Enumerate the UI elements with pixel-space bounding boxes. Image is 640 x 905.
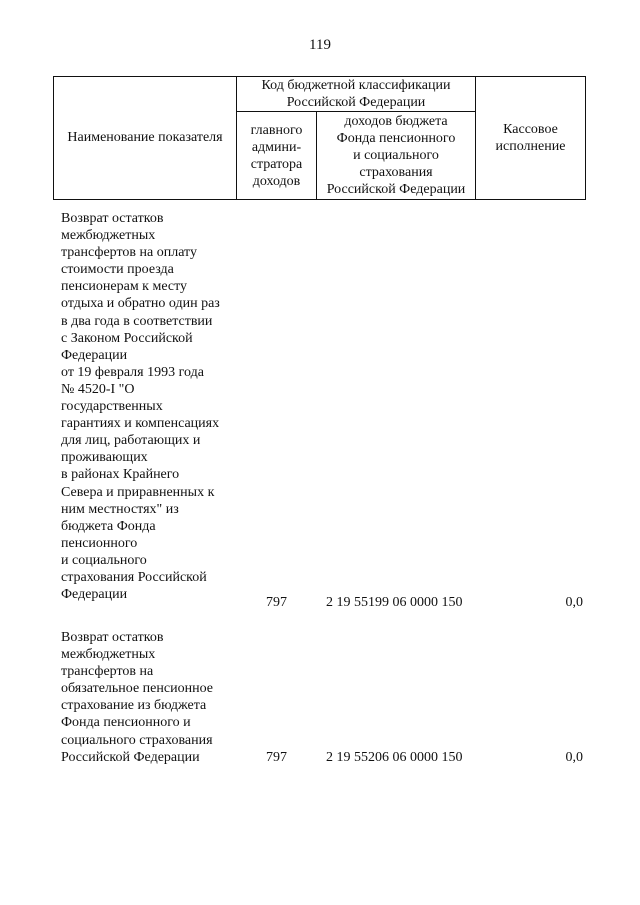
header-execution-col: Кассовое исполнение	[495, 121, 566, 154]
header-right-border	[585, 76, 586, 200]
table-row-2-name: Возврат остатков межбюджетных трансфертов на обязательное пенсионное страхование из бюджета Фонда пенсионного и социального страхования Российской Федерации	[61, 630, 213, 765]
header-revenue-col: доходов бюджета Фонда пенсионного и социального страхования Российской Федерации	[326, 114, 466, 197]
header-budget-code-group: Код бюджетной классификации Российской Федерации	[261, 77, 451, 110]
header-admin-col: главного админи- стратора доходов	[250, 122, 303, 189]
table-row-1-admin-code: 797	[266, 595, 287, 610]
table-row-2-revenue-code: 2 19 55206 06 0000 150	[326, 750, 463, 765]
page-number: 119	[309, 37, 331, 53]
table-row-1-name: Возврат остатков межбюджетных трансфертов на оплату стоимости проезда пенсионерам к месту отдыха и обратно один раз в два года в соответствии с Законом Российской Федерации от 19 февраля 1993 года № 4520-I "О государственных гарантиях и компенсациях для лиц, работающих и проживающих в районах Крайнего Севера и приравненных к ним местностях" из бюджета Фонда пенсионного и социального страхования Российской Федерации	[61, 211, 220, 603]
table-row-1-amount: 0,0	[565, 595, 583, 610]
header-indicator: Наименование показателя	[67, 130, 223, 145]
table-header	[53, 76, 586, 200]
table-row-2-admin-code: 797	[266, 750, 287, 765]
table-row-1-revenue-code: 2 19 55199 06 0000 150	[326, 595, 463, 610]
header-bottom-border	[53, 199, 586, 200]
table-row-2-amount: 0,0	[565, 750, 583, 765]
